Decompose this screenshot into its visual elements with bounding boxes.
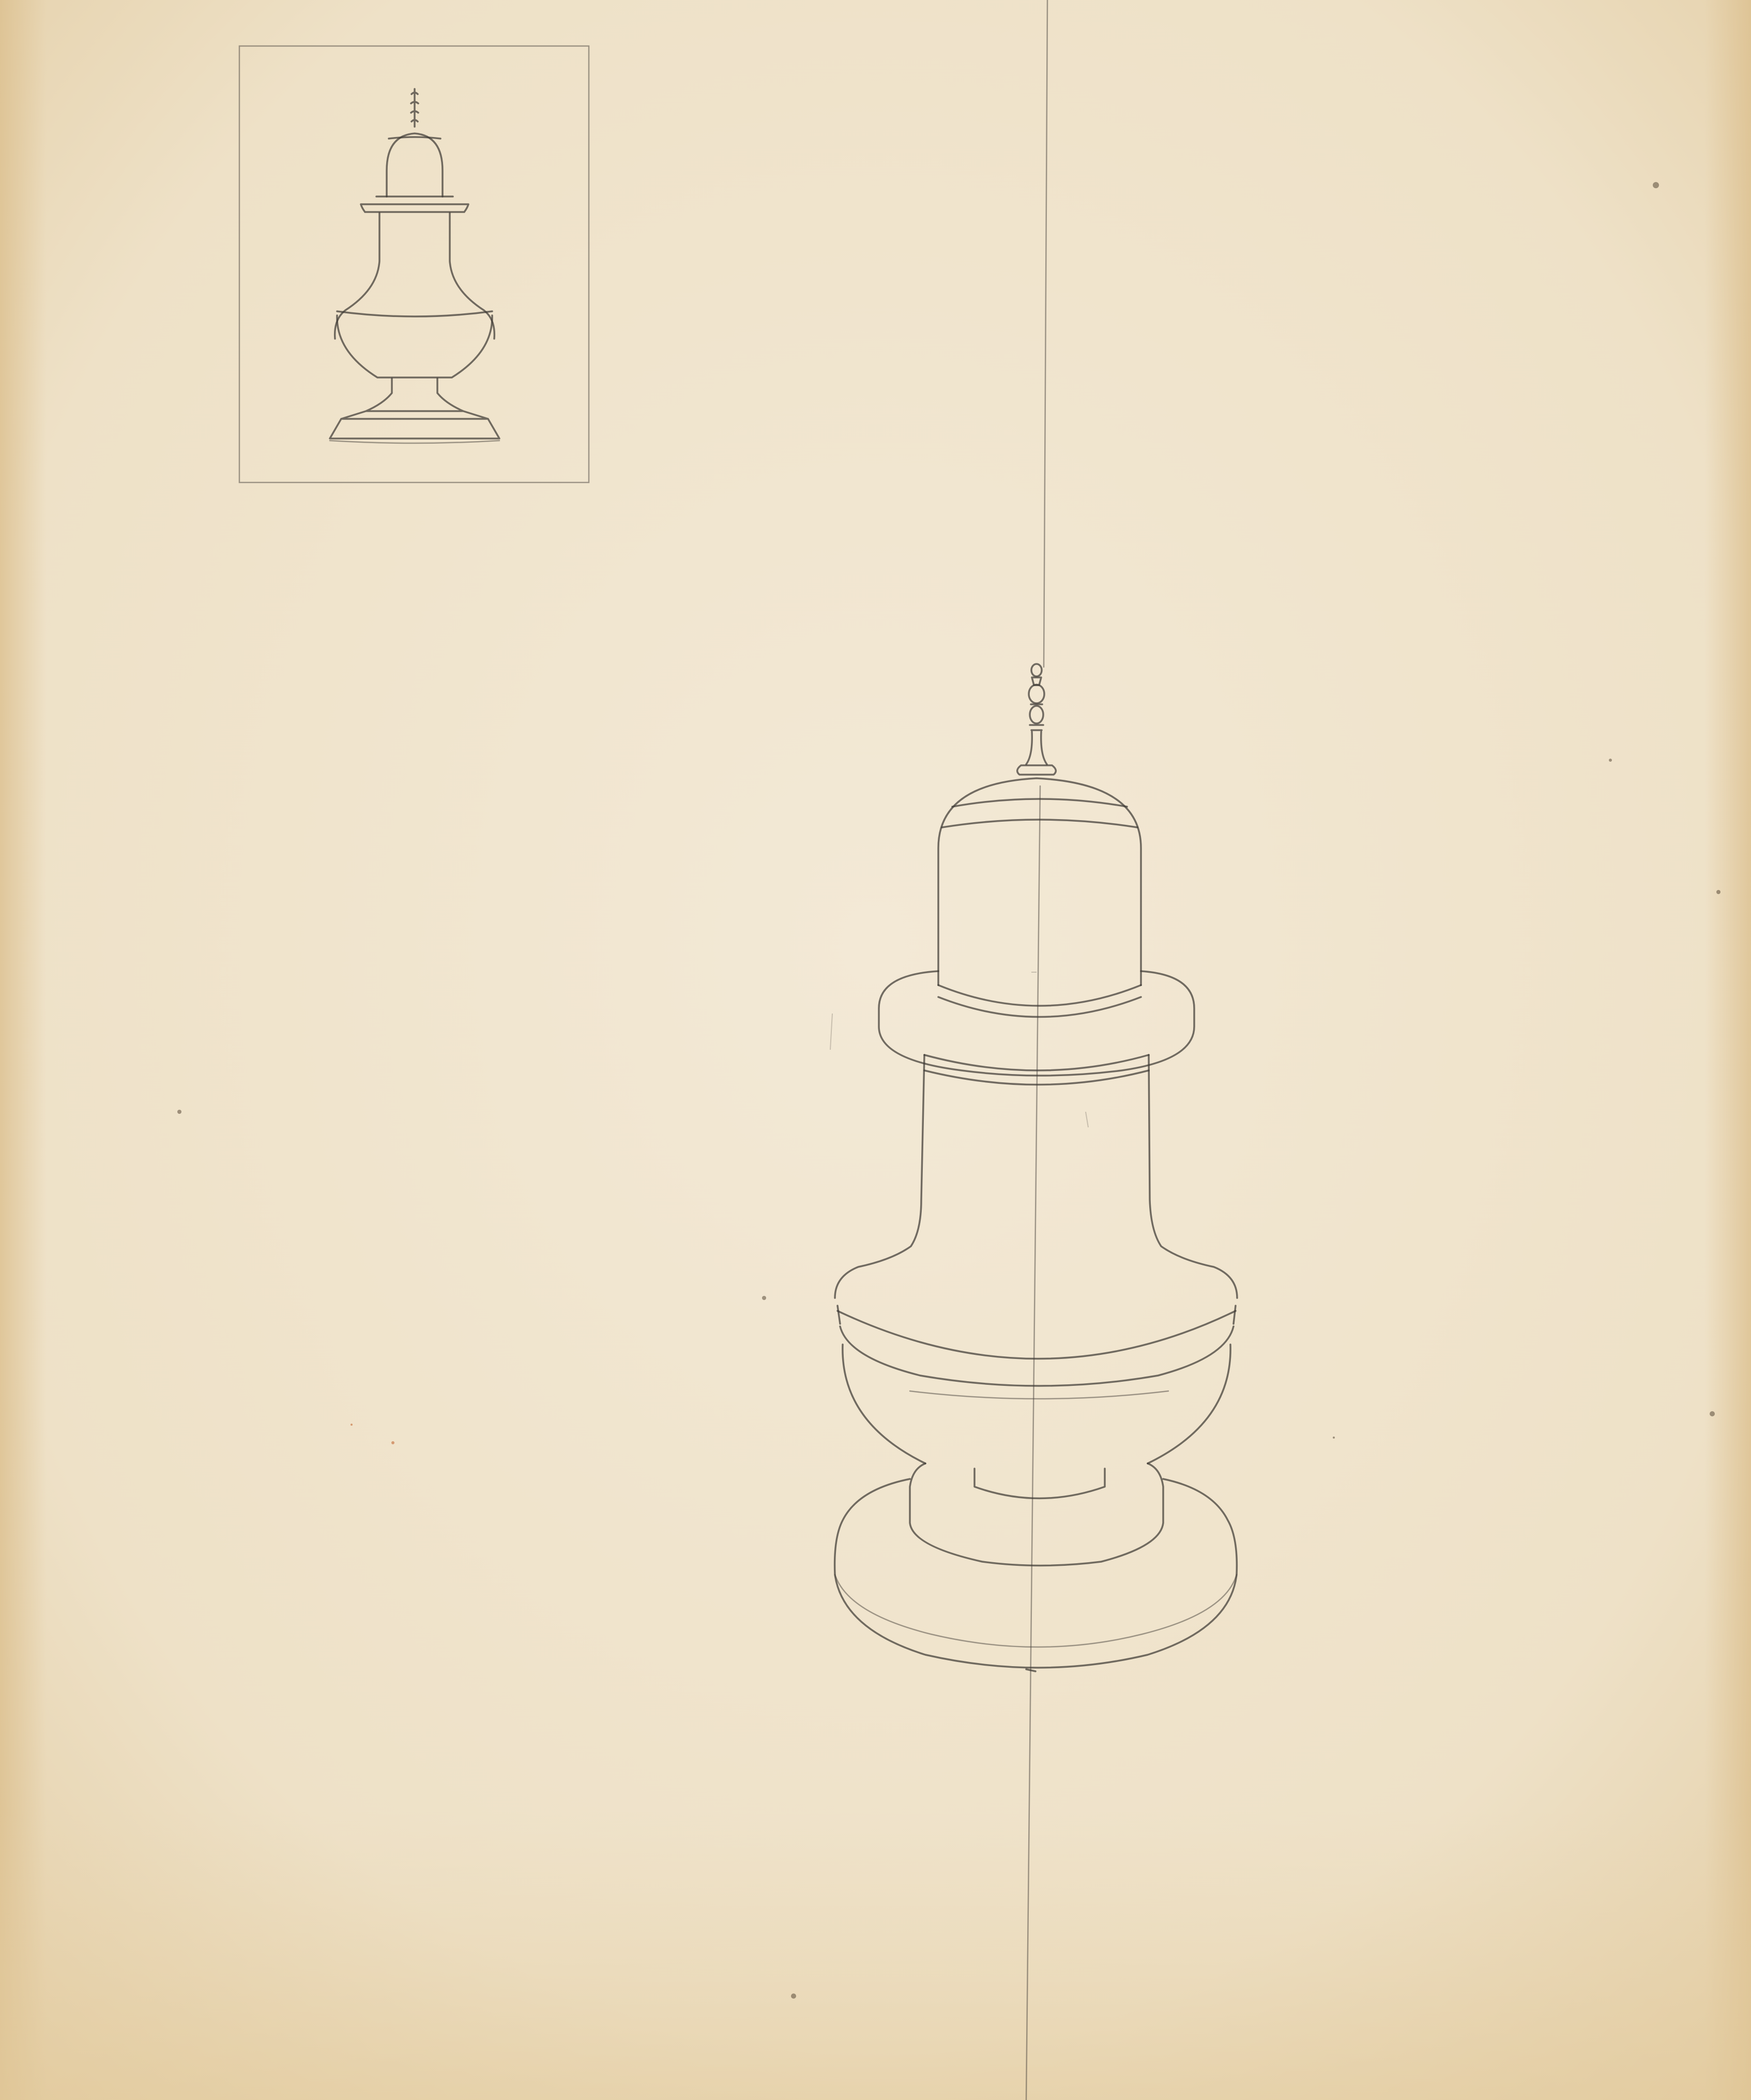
paper-right-edge	[1704, 0, 1751, 2100]
paper-bottom-stain	[0, 1810, 1751, 2100]
paper-left-edge	[0, 0, 47, 2100]
